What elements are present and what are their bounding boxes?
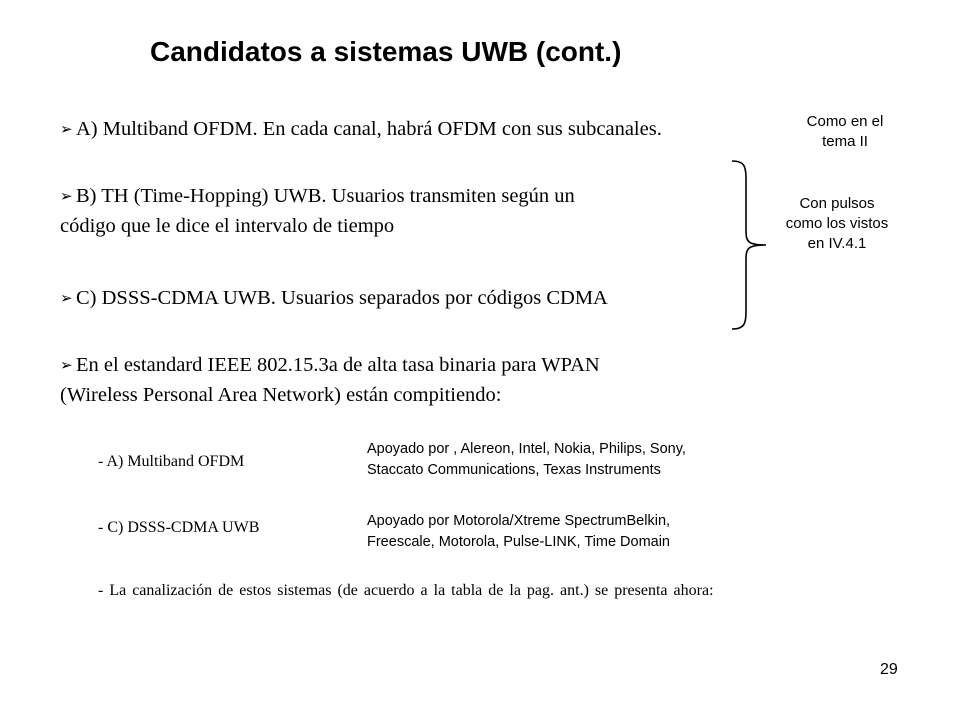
side-note-tema xyxy=(790,112,900,152)
support-line: Apoyado por Motorola/Xtreme SpectrumBelkin, xyxy=(367,513,671,529)
bullet-text-continuation: código que le dice el intervalo de tiempo xyxy=(60,215,395,237)
bullet-multiband-ofdm xyxy=(60,115,662,145)
arrow-bullet-icon: ➢ xyxy=(60,291,73,307)
bullet-ieee-standard xyxy=(60,351,600,410)
side-note-line: en IV.4.1 xyxy=(807,235,867,252)
side-note-line: como los vistos xyxy=(785,215,889,232)
page-number: 29 xyxy=(880,661,898,678)
side-note-line: Como en el xyxy=(806,113,884,130)
arrow-bullet-icon: ➢ xyxy=(60,358,73,374)
side-note-line: Con pulsos xyxy=(799,195,875,212)
bullet-text-continuation: (Wireless Personal Area Network) están compitiendo: xyxy=(60,384,502,406)
channelization-note: - La canalización de estos sistemas (de acuerdo a la tabla de la pag. ant.) se presenta ahora: xyxy=(98,582,714,599)
bullet-text: A) Multiband OFDM. En cada canal, habrá OFDM con sus subcanales. xyxy=(76,118,662,140)
support-line: Freescale, Motorola, Pulse-LINK, Time Domain xyxy=(367,534,670,550)
slide-title: Candidatos a sistemas UWB (cont.) xyxy=(150,36,622,67)
side-note-pulsos xyxy=(772,194,902,254)
bullet-text: C) DSSS-CDMA UWB. Usuarios separados por códigos CDMA xyxy=(76,287,608,309)
support-line: Staccato Communications, Texas Instruments xyxy=(367,462,661,478)
support-note-dsss xyxy=(367,511,670,553)
support-note-multiband xyxy=(367,439,686,481)
arrow-bullet-icon: ➢ xyxy=(60,122,73,138)
side-note-line: tema II xyxy=(822,133,868,150)
support-line: Apoyado por , Alereon, Intel, Nokia, Philips, Sony, xyxy=(367,441,686,457)
sub-item-dsss-cdma: - C) DSSS-CDMA UWB xyxy=(98,519,260,536)
curly-brace-icon xyxy=(726,158,776,332)
bullet-time-hopping xyxy=(60,182,575,241)
bullet-text: B) TH (Time-Hopping) UWB. Usuarios transmiten según un xyxy=(76,185,575,207)
arrow-bullet-icon: ➢ xyxy=(60,189,73,205)
sub-item-multiband-ofdm: - A) Multiband OFDM xyxy=(98,453,245,470)
bullet-dsss-cdma xyxy=(60,284,608,314)
bullet-text: En el estandard IEEE 802.15.3a de alta tasa binaria para WPAN xyxy=(76,354,600,376)
